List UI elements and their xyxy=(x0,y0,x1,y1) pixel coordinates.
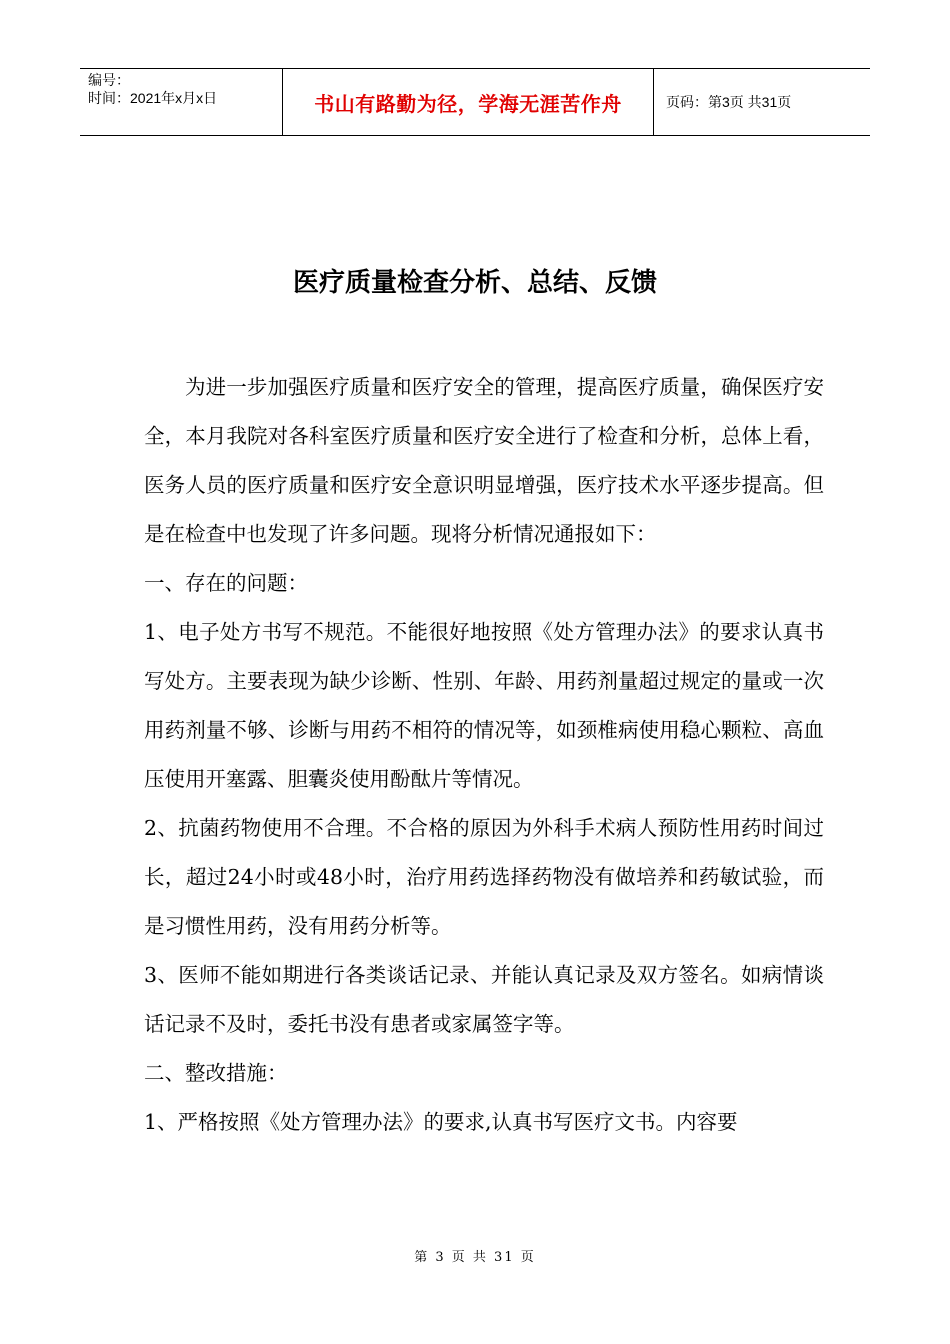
document-body xyxy=(144,363,824,1147)
measure-item-1: 1、严格按照《处方管理办法》的要求,认真书写医疗文书。内容要 xyxy=(144,1110,738,1134)
time-label: 时间：2021年x月x日 xyxy=(88,90,218,106)
header-motto-cell xyxy=(283,69,654,135)
document-title: 医疗质量检查分析、总结、反馈 xyxy=(292,268,657,298)
section-heading-problems: 一、存在的问题： xyxy=(144,571,308,595)
problem-item-1: 1、电子处方书写不规范。不能很好地按照《处方管理办法》的要求认真书写处方。主要表现为缺少诊断、性别、年龄、用药剂量超过规定的量或一次用药剂量不够、诊断与用药不相符的情况等，如颈椎病使用稳心颗粒、高血压使用开塞露、胆囊炎使用酚酞片等情况。 xyxy=(144,620,824,791)
number-label: 编号： xyxy=(88,72,130,88)
intro-paragraph: 为进一步加强医疗质量和医疗安全的管理，提高医疗质量，确保医疗安全，本月我院对各科室医疗质量和医疗安全进行了检查和分析，总体上看，医务人员的医疗质量和医疗安全意识明显增强，医疗技术水平逐步提高。但是在检查中也发现了许多问题。现将分析情况通报如下： xyxy=(144,375,824,546)
problem-item-3: 3、医师不能如期进行各类谈话记录、并能认真记录及双方签名。如病情谈话记录不及时，委托书没有患者或家属签字等。 xyxy=(144,963,824,1036)
problem-item-2: 2、抗菌药物使用不合理。不合格的原因为外科手术病人预防性用药时间过长，超过24小时或48小时，治疗用药选择药物没有做培养和药敏试验，而是习惯性用药，没有用药分析等。 xyxy=(144,816,824,938)
header-meta-cell xyxy=(80,69,283,135)
page-info: 页码：第3页 共31页 xyxy=(666,94,792,110)
document-header-table xyxy=(80,68,870,136)
section-heading-measures: 二、整改措施： xyxy=(144,1061,288,1085)
page-footer: 第 3 页 共 31 页 xyxy=(414,1250,536,1265)
motto-text: 书山有路勤为径，学海无涯苦作舟 xyxy=(314,91,622,116)
header-page-cell xyxy=(654,69,870,135)
